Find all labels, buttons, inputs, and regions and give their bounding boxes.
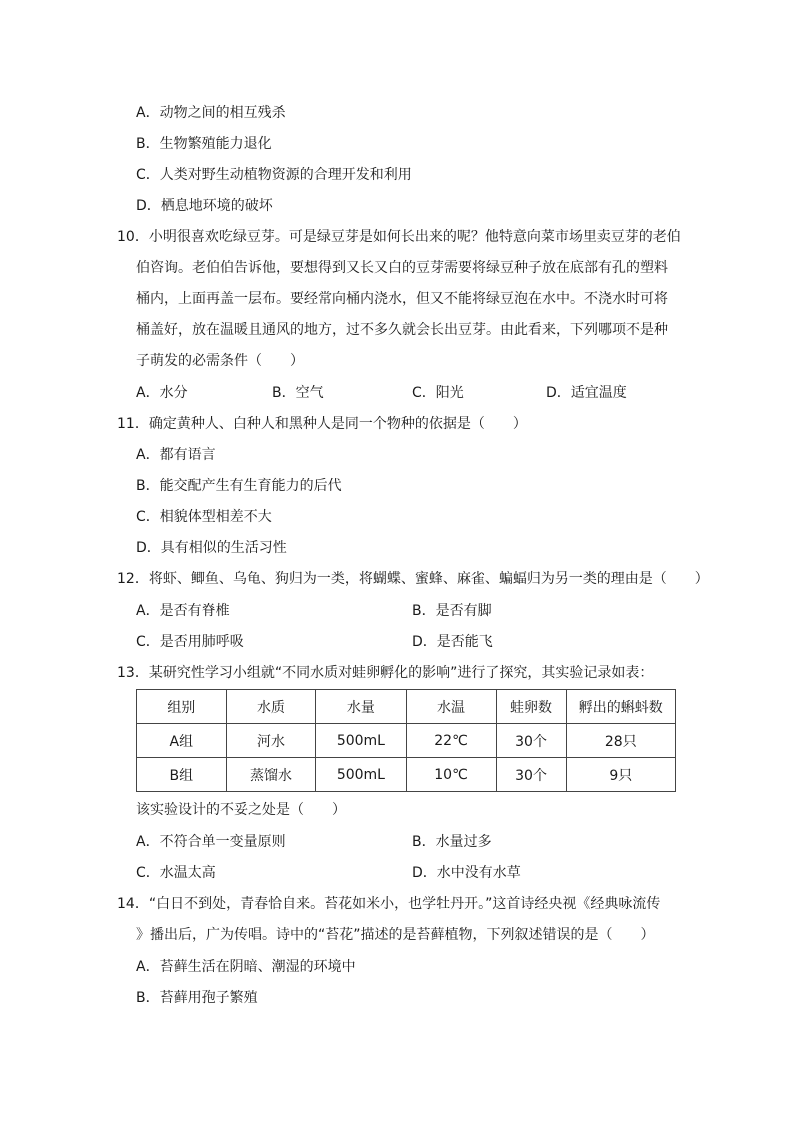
q12-option-b: B．是否有脚 <box>412 603 492 619</box>
q12-option-a: A．是否有脊椎 <box>136 603 230 619</box>
q13-question: 该实验设计的不妥之处是（ ） <box>136 802 346 818</box>
q13-option-b: B．水量过多 <box>412 834 492 850</box>
q9-option-d: D．栖息地环境的破坏 <box>136 198 273 214</box>
q10-stem-line-4: 桶盖好，放在温暖且通风的地方，过不多久就会长出豆芽。由此看来，下列哪项不是种 <box>136 322 668 338</box>
q11-option-c: C．相貌体型相差不大 <box>136 509 272 525</box>
table-header-cell: 水质 <box>226 690 316 724</box>
table-cell: 蒸馏水 <box>226 758 316 792</box>
table-header-cell: 水温 <box>406 690 496 724</box>
q9-option-b: B．生物繁殖能力退化 <box>136 136 272 152</box>
table-cell: 500mL <box>316 724 406 758</box>
table-cell: 500mL <box>316 758 406 792</box>
table-cell: 28只 <box>566 724 675 758</box>
table-header-cell: 蛙卵数 <box>496 690 566 724</box>
table-header-cell: 水量 <box>316 690 406 724</box>
table-cell: 30个 <box>496 758 566 792</box>
q10-option-a: A．水分 <box>136 385 188 401</box>
q9-option-c: C．人类对野生动植物资源的合理开发和利用 <box>136 167 412 183</box>
q10-stem-line-2: 伯咨询。老伯伯告诉他，要想得到又长又白的豆芽需要将绿豆种子放在底部有孔的塑料 <box>136 260 668 276</box>
q14-option-a: A．苔藓生活在阴暗、潮湿的环境中 <box>136 959 356 975</box>
table-header-cell: 组别 <box>137 690 227 724</box>
q9-option-a: A．动物之间的相互残杀 <box>136 105 286 121</box>
q10-option-b: B．空气 <box>272 385 324 401</box>
q14-stem-line-1: 14．“白日不到处，青春恰自来。苔花如米小，也学牡丹开。”这首诗经央视《经典咏流传 <box>117 896 661 912</box>
table-cell: 22℃ <box>406 724 496 758</box>
q11-option-d: D．具有相似的生活习性 <box>136 540 287 556</box>
table-cell: 9只 <box>566 758 675 792</box>
q12-option-c: C．是否用肺呼吸 <box>136 634 244 650</box>
q11-option-b: B．能交配产生有生育能力的后代 <box>136 478 342 494</box>
table-row <box>137 758 676 792</box>
q13-option-c: C．水温太高 <box>136 865 216 881</box>
q13-option-d: D．水中没有水草 <box>412 865 521 881</box>
q11-option-a: A．都有语言 <box>136 447 216 463</box>
q14-option-b: B．苔藓用孢子繁殖 <box>136 990 258 1006</box>
table-header-cell: 孵出的蝌蚪数 <box>566 690 675 724</box>
q10-stem-line-3: 桶内，上面再盖一层布。要经常向桶内浇水，但又不能将绿豆泡在水中。不浇水时可将 <box>136 291 668 307</box>
q10-option-c: C．阳光 <box>412 385 464 401</box>
q13-option-a: A．不符合单一变量原则 <box>136 834 286 850</box>
q13-stem: 13．某研究性学习小组就“不同水质对蛙卵孵化的影响”进行了探究，其实验记录如表： <box>117 665 654 681</box>
experiment-record-table <box>136 689 676 792</box>
q10-stem-line-5: 子萌发的必需条件（ ） <box>136 353 304 369</box>
table-row <box>137 724 676 758</box>
q12-option-d: D．是否能飞 <box>412 634 493 650</box>
table-header-row <box>137 690 676 724</box>
q14-stem-line-2: 》播出后，广为传唱。诗中的“苔花”描述的是苔藓植物，下列叙述错误的是（ ） <box>136 927 655 943</box>
q10-stem-line-1: 10．小明很喜欢吃绿豆芽。可是绿豆芽是如何长出来的呢？他特意向菜市场里卖豆芽的老伯 <box>117 229 681 245</box>
table-cell: B组 <box>137 758 227 792</box>
table-cell: 河水 <box>226 724 316 758</box>
table-cell: A组 <box>137 724 227 758</box>
q11-stem: 11．确定黄种人、白种人和黑种人是同一个物种的依据是（ ） <box>117 416 527 432</box>
q12-stem: 12．将虾、鲫鱼、乌龟、狗归为一类，将蝴蝶、蜜蜂、麻雀、蝙蝠归为另一类的理由是（ ） <box>117 571 709 587</box>
q10-option-d: D．适宜温度 <box>546 385 627 401</box>
table-cell: 10℃ <box>406 758 496 792</box>
table-cell: 30个 <box>496 724 566 758</box>
